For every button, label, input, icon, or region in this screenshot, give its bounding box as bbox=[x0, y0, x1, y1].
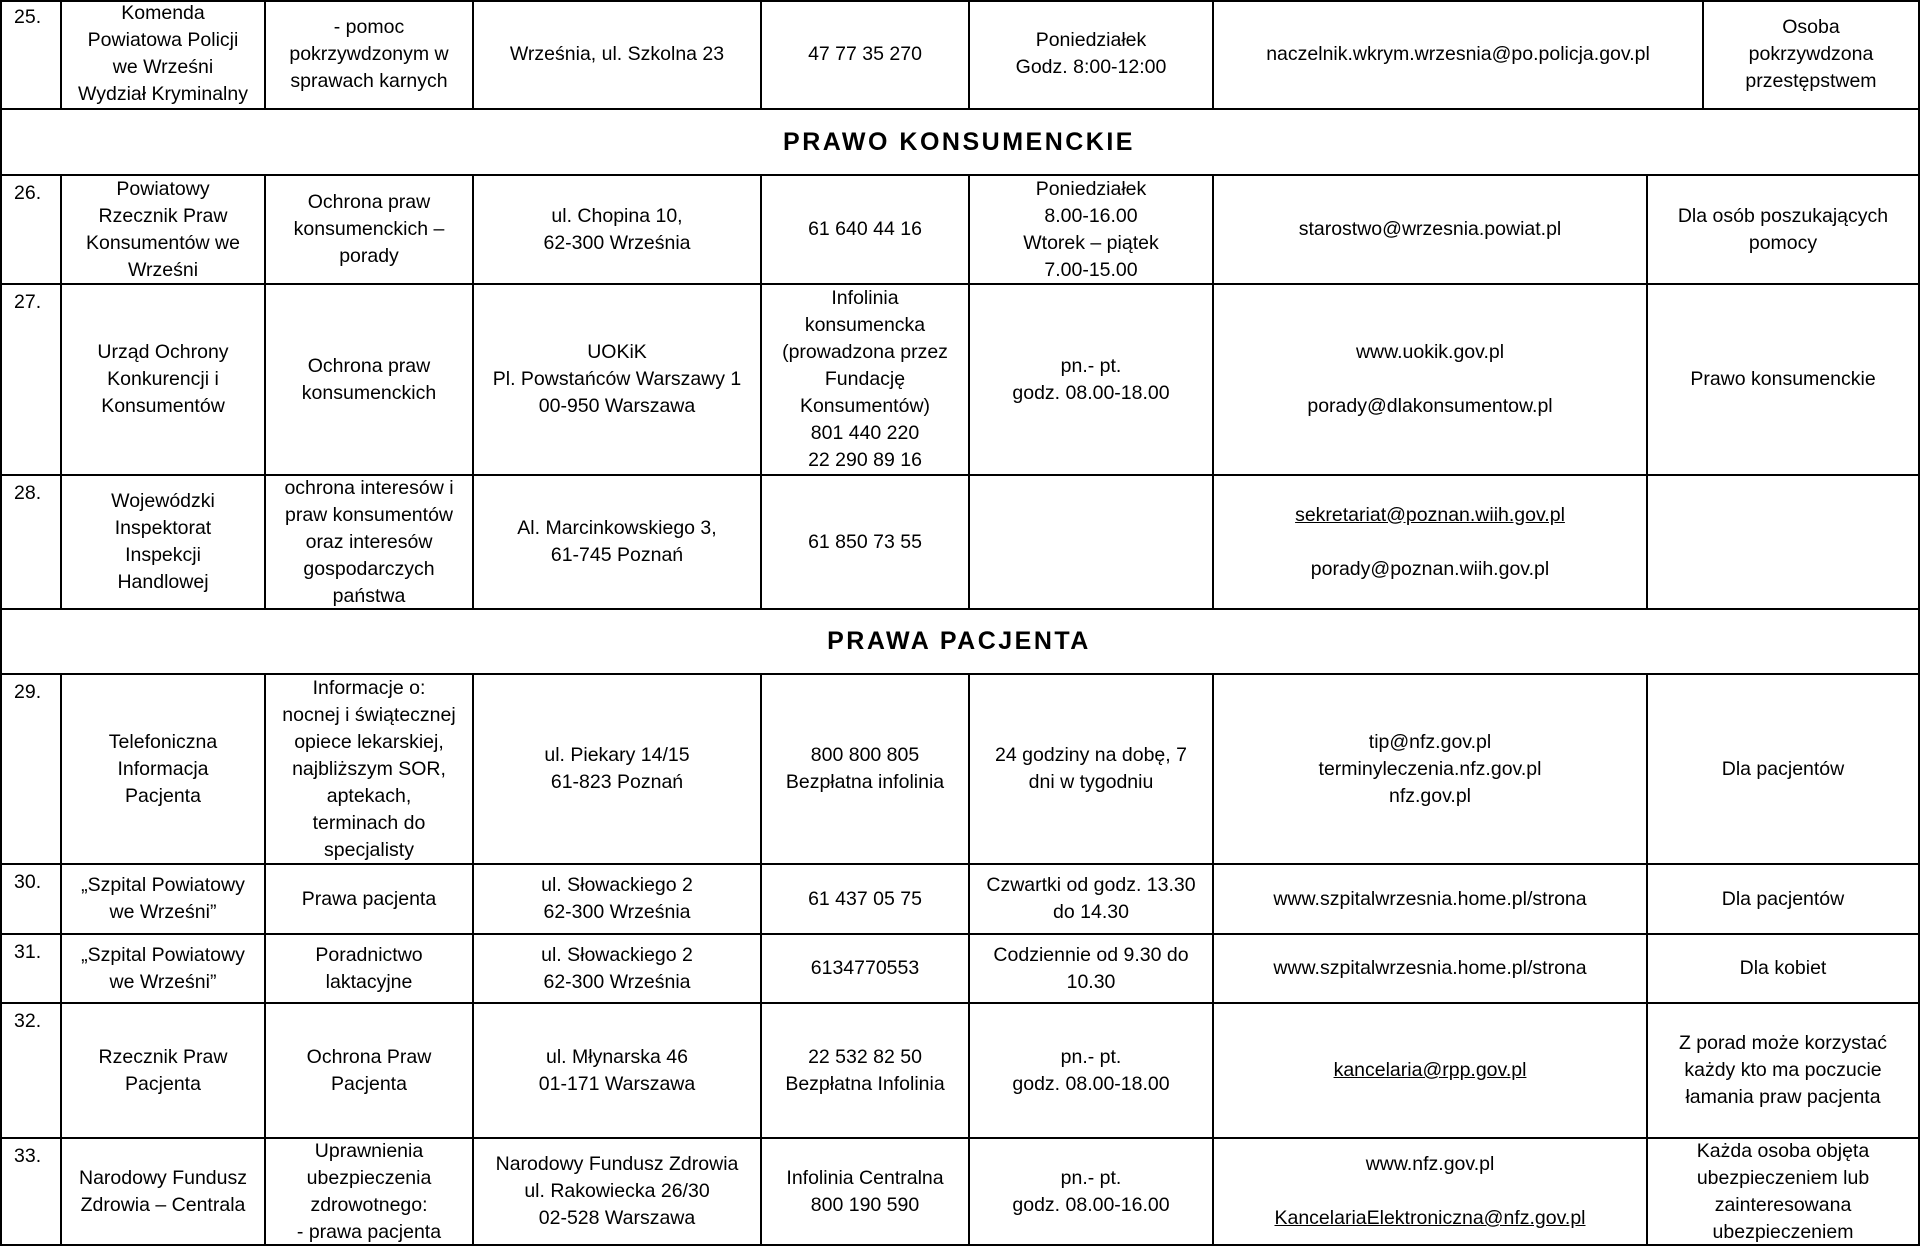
cell-text-line: ul. Słowackiego 2 bbox=[541, 874, 693, 896]
cell-text-line: „Szpital Powiatowy bbox=[81, 874, 245, 896]
hours-cell bbox=[970, 176, 1214, 285]
cell-text-line: Dla osób poszukających bbox=[1677, 204, 1889, 227]
cell-text-line: Poniedziałek bbox=[1035, 29, 1147, 51]
cell-text-line: Z porad może korzystać bbox=[1678, 1032, 1888, 1054]
cell-text-line: Uprawnienia bbox=[314, 1139, 424, 1162]
cell-text-line: Inspektorat bbox=[114, 517, 212, 539]
audience-cell bbox=[1648, 675, 1920, 865]
cell-text-line: pn.- pt. bbox=[1060, 1045, 1122, 1068]
email-link[interactable]: KancelariaElektroniczna@nfz.gov.pl bbox=[1274, 1207, 1586, 1229]
cell-text-line: 22 290 89 16 bbox=[808, 449, 922, 471]
address-cell bbox=[474, 1004, 762, 1139]
cell-text-line: Codziennie od 9.30 do bbox=[993, 943, 1189, 966]
cell-text-line: ul. Piekary 14/15 bbox=[544, 744, 690, 766]
row-number bbox=[0, 0, 62, 110]
cell-text-line: konsumencka bbox=[804, 314, 926, 336]
institution-cell bbox=[62, 476, 266, 610]
cell-text-line: (prowadzona przez bbox=[782, 341, 948, 363]
email-link[interactable]: kancelaria@rpp.gov.pl bbox=[1333, 1059, 1527, 1081]
cell-text-line: 10.30 bbox=[1066, 970, 1116, 993]
row-number bbox=[0, 865, 62, 935]
institution-cell bbox=[62, 1139, 266, 1246]
cell-text-line: łamania praw pacjenta bbox=[1685, 1086, 1881, 1108]
cell-text-line: porady bbox=[339, 245, 399, 267]
cell-text-line: Dla pacjentów bbox=[1721, 757, 1845, 780]
cell-text-line: Września, ul. Szkolna 23 bbox=[509, 42, 725, 65]
cell-text-line: naczelnik.wkrym.wrzesnia@po.policja.gov.pl bbox=[1266, 42, 1650, 65]
cell-text-line: godz. 08.00-18.00 bbox=[1012, 381, 1170, 404]
cell-text-line: 02-528 Warszawa bbox=[538, 1207, 696, 1229]
contact-cell bbox=[1214, 476, 1648, 610]
cell-text-line: 24 godziny na dobę, 7 bbox=[995, 744, 1187, 766]
cell-text-line: Powiatowa Policji bbox=[87, 29, 239, 51]
cell-text-line: Informacja bbox=[117, 757, 209, 780]
row-number bbox=[0, 476, 62, 610]
cell-text-line: 62-300 Września bbox=[543, 970, 691, 993]
contact-cell bbox=[1214, 675, 1648, 865]
cell-text-line: 8.00-16.00 bbox=[1044, 204, 1138, 227]
row-number bbox=[0, 1004, 62, 1139]
cell-text-line: www.szpitalwrzesnia.home.pl/strona bbox=[1273, 957, 1587, 979]
cell-text-line: Narodowy Fundusz Zdrowia bbox=[495, 1153, 739, 1175]
cell-text-line: Zdrowia – Centrala bbox=[80, 1193, 246, 1216]
address-cell bbox=[474, 285, 762, 476]
cell-text-line: ochrona interesów i bbox=[284, 476, 454, 499]
cell-text-line: Każda osoba objęta bbox=[1696, 1139, 1870, 1162]
contact-cell bbox=[1214, 1139, 1648, 1246]
cell-text-line: Prawo konsumenckie bbox=[1690, 368, 1876, 390]
cell-text-line: 62-300 Września bbox=[543, 901, 691, 923]
cell-text-line: Pl. Powstańców Warszawy 1 bbox=[492, 368, 742, 390]
cell-text-line: Poradnictwo bbox=[315, 943, 423, 966]
cell-text-line: godz. 08.00-18.00 bbox=[1012, 1072, 1170, 1095]
cell-text-line: we Wrześni” bbox=[109, 970, 217, 993]
cell-text-line: 801 440 220 bbox=[810, 422, 920, 444]
audience-cell bbox=[1648, 1004, 1920, 1139]
cell-text-line: ubezpieczeniem lub bbox=[1696, 1166, 1870, 1189]
cell-text-line: starostwo@wrzesnia.powiat.pl bbox=[1298, 218, 1562, 240]
cell-text-line: specjalisty bbox=[324, 838, 414, 861]
cell-text-line: www.szpitalwrzesnia.home.pl/strona bbox=[1273, 887, 1587, 910]
contact-cell bbox=[1214, 935, 1648, 1004]
cell-text-line: Konsumentów) bbox=[799, 395, 931, 417]
cell-text-line: Wrześni bbox=[127, 258, 199, 281]
cell-text-line: terminyleczenia.nfz.gov.pl bbox=[1318, 757, 1542, 780]
cell-text-line: konsumenckich – bbox=[293, 218, 445, 240]
cell-text-line: Infolinia Centralna bbox=[786, 1166, 944, 1189]
cell-text-line: 61 640 44 16 bbox=[808, 218, 922, 240]
cell-text-line: zdrowotnego: bbox=[310, 1193, 428, 1216]
cell-text-line: www.nfz.gov.pl bbox=[1365, 1153, 1495, 1175]
cell-text-line: każdy kto ma poczucie bbox=[1684, 1059, 1882, 1081]
hours-cell bbox=[970, 476, 1214, 610]
phone-cell bbox=[762, 476, 970, 610]
hours-cell bbox=[970, 1139, 1214, 1246]
row-number-text: 27. bbox=[14, 291, 42, 313]
audience-cell bbox=[1648, 476, 1920, 610]
cell-text-line: 01-171 Warszawa bbox=[538, 1072, 696, 1095]
cell-text-line: Infolinia bbox=[831, 287, 899, 309]
address-cell bbox=[474, 865, 762, 935]
hours-cell bbox=[970, 285, 1214, 476]
phone-cell bbox=[762, 176, 970, 285]
address-cell bbox=[474, 935, 762, 1004]
cell-text-line: Wojewódzki bbox=[111, 490, 215, 512]
row-number-text: 30. bbox=[14, 871, 42, 893]
cell-text-line: Ochrona Praw bbox=[306, 1045, 432, 1068]
cell-text-line: Komenda bbox=[121, 2, 205, 24]
phone-cell bbox=[762, 865, 970, 935]
cell-text-line: porady@dlakonsumentow.pl bbox=[1307, 395, 1553, 417]
row-number bbox=[0, 935, 62, 1004]
contact-cell bbox=[1214, 285, 1648, 476]
cell-text-line: Konsumentów we bbox=[86, 231, 240, 254]
cell-text-line: Powiatowy bbox=[116, 177, 210, 200]
cell-text-line: Pacjenta bbox=[125, 1072, 201, 1095]
cell-text-line: tip@nfz.gov.pl bbox=[1368, 730, 1492, 753]
address-cell bbox=[474, 476, 762, 610]
phone-cell bbox=[762, 675, 970, 865]
cell-text-line: Dla pacjentów bbox=[1721, 887, 1845, 910]
cell-text-line: 61 850 73 55 bbox=[808, 530, 922, 553]
row-number-text: 25. bbox=[14, 6, 42, 28]
scope-cell bbox=[266, 476, 474, 610]
cell-text-line: Fundację bbox=[824, 368, 906, 390]
cell-text-line: państwa bbox=[332, 584, 406, 607]
email-link[interactable]: sekretariat@poznan.wiih.gov.pl bbox=[1295, 503, 1565, 526]
cell-text-line: www.uokik.gov.pl bbox=[1355, 341, 1505, 363]
address-cell bbox=[474, 0, 762, 110]
scope-cell bbox=[266, 865, 474, 935]
row-number bbox=[0, 176, 62, 285]
cell-text-line: 47 77 35 270 bbox=[808, 42, 922, 65]
institution-cell bbox=[62, 935, 266, 1004]
cell-text-line: Prawa pacjenta bbox=[301, 887, 437, 910]
cell-text-line: praw konsumentów bbox=[285, 503, 453, 526]
audience-cell bbox=[1648, 935, 1920, 1004]
cell-text-line: pn.- pt. bbox=[1060, 354, 1122, 377]
cell-text-line: Dla kobiet bbox=[1739, 957, 1827, 979]
cell-text-line: Bezpłatna Infolinia bbox=[785, 1072, 945, 1095]
cell-text-line: pokrzywdzonym w bbox=[289, 42, 449, 65]
row-number-text: 33. bbox=[14, 1145, 42, 1167]
cell-text-line: 61-745 Poznań bbox=[550, 544, 684, 566]
audience-cell bbox=[1648, 865, 1920, 935]
cell-text-line: Al. Marcinkowskiego 3, bbox=[517, 517, 717, 539]
cell-text-line: 62-300 Września bbox=[543, 231, 691, 254]
phone-cell bbox=[762, 1004, 970, 1139]
institution-cell bbox=[62, 1004, 266, 1139]
row-number bbox=[0, 285, 62, 476]
cell-text-line: ul. Chopina 10, bbox=[551, 204, 683, 227]
hours-cell bbox=[970, 1004, 1214, 1139]
row-number-text: 26. bbox=[14, 182, 42, 204]
cell-text-line: ul. Młynarska 46 bbox=[546, 1045, 688, 1068]
cell-text-line: - pomoc bbox=[333, 15, 405, 38]
cell-text-line: ul. Słowackiego 2 bbox=[541, 943, 693, 966]
cell-text-line: Urząd Ochrony bbox=[97, 341, 229, 363]
cell-text-line: Rzecznik Praw bbox=[98, 1045, 228, 1068]
cell-text-line: sprawach karnych bbox=[290, 69, 448, 92]
cell-text-line: terminach do bbox=[312, 811, 426, 834]
scope-cell bbox=[266, 1004, 474, 1139]
scope-cell bbox=[266, 285, 474, 476]
audience-cell bbox=[1648, 285, 1920, 476]
cell-text-line: Ochrona praw bbox=[307, 191, 431, 213]
section-heading: PRAWA PACJENTA bbox=[0, 610, 1920, 675]
row-number bbox=[0, 1139, 62, 1246]
cell-text-line: pomocy bbox=[1748, 231, 1818, 254]
cell-text-line: przestępstwem bbox=[1745, 69, 1877, 92]
cell-text-line: 61-823 Poznań bbox=[550, 771, 684, 793]
cell-text-line: Wtorek – piątek bbox=[1023, 231, 1159, 254]
cell-text-line: „Szpital Powiatowy bbox=[81, 943, 245, 966]
hours-cell bbox=[970, 0, 1214, 110]
audience-cell bbox=[1648, 176, 1920, 285]
address-cell bbox=[474, 1139, 762, 1246]
row-number-text: 32. bbox=[14, 1010, 42, 1032]
cell-text-line: Czwartki od godz. 13.30 bbox=[986, 874, 1196, 896]
cell-text-line: konsumenckich bbox=[301, 381, 437, 404]
cell-text-line: 6134770553 bbox=[810, 957, 920, 979]
scope-cell bbox=[266, 1139, 474, 1246]
institution-cell bbox=[62, 675, 266, 865]
cell-text-line: Pacjenta bbox=[125, 784, 201, 807]
cell-text-line: Inspekcji bbox=[125, 544, 201, 566]
cell-text-line: Informacje o: bbox=[312, 676, 426, 699]
hours-cell bbox=[970, 675, 1214, 865]
cell-text-line: najbliższym SOR, bbox=[292, 757, 446, 780]
address-cell bbox=[474, 176, 762, 285]
phone-cell bbox=[762, 1139, 970, 1246]
cell-text-line: laktacyjne bbox=[325, 970, 413, 993]
cell-text-line: 22 532 82 50 bbox=[808, 1045, 922, 1068]
cell-text-line: UOKiK bbox=[587, 341, 647, 363]
cell-text-line: ul. Rakowiecka 26/30 bbox=[524, 1180, 710, 1202]
institution-cell bbox=[62, 176, 266, 285]
cell-text-line: Rzecznik Praw bbox=[98, 204, 228, 227]
cell-text-line: ubezpieczenia bbox=[306, 1166, 432, 1189]
cell-text-line: pokrzywdzona bbox=[1748, 42, 1874, 65]
cell-text-line: we Wrześni” bbox=[109, 901, 217, 923]
cell-text-line: Godz. 8:00-12:00 bbox=[1015, 56, 1167, 78]
audience-cell bbox=[1648, 1139, 1920, 1246]
cell-text-line: opiece lekarskiej, bbox=[294, 730, 444, 753]
cell-text-line: Handlowej bbox=[117, 571, 209, 593]
cell-text-line: Poniedziałek bbox=[1035, 177, 1147, 200]
scope-cell bbox=[266, 935, 474, 1004]
address-cell bbox=[474, 675, 762, 865]
contact-cell bbox=[1214, 1004, 1648, 1139]
scope-cell bbox=[266, 675, 474, 865]
cell-text-line: Konsumentów bbox=[101, 395, 225, 417]
scope-cell bbox=[266, 0, 474, 110]
cell-text-line: Pacjenta bbox=[331, 1072, 407, 1095]
cell-text-line: nocnej i świątecznej bbox=[282, 703, 456, 726]
cell-text-line: godz. 08.00-16.00 bbox=[1012, 1193, 1170, 1216]
cell-text-line: 00-950 Warszawa bbox=[538, 395, 696, 417]
cell-text-line: - prawa pacjenta bbox=[296, 1220, 442, 1243]
cell-text-line: Bezpłatna infolinia bbox=[785, 771, 945, 793]
contact-cell bbox=[1214, 0, 1704, 110]
row-number-text: 31. bbox=[14, 941, 42, 963]
institution-cell bbox=[62, 285, 266, 476]
cell-text-line: oraz interesów bbox=[305, 530, 433, 553]
contact-cell bbox=[1214, 176, 1648, 285]
cell-text-line: gospodarczych bbox=[303, 557, 435, 580]
row-number-text: 29. bbox=[14, 681, 42, 703]
cell-text-line: ubezpieczeniem bbox=[1712, 1220, 1854, 1243]
cell-text-line: dni w tygodniu bbox=[1028, 771, 1154, 793]
phone-cell bbox=[762, 935, 970, 1004]
row-number bbox=[0, 675, 62, 865]
cell-text-line: 7.00-15.00 bbox=[1044, 258, 1138, 281]
hours-cell bbox=[970, 935, 1214, 1004]
scope-cell bbox=[266, 176, 474, 285]
contact-cell bbox=[1214, 865, 1648, 935]
cell-text-line: Narodowy Fundusz bbox=[79, 1166, 247, 1189]
cell-text-line: 800 190 590 bbox=[810, 1193, 920, 1216]
cell-text-line: Telefoniczna bbox=[108, 730, 218, 753]
phone-cell bbox=[762, 0, 970, 110]
cell-text-line: do 14.30 bbox=[1053, 901, 1129, 923]
cell-text-line: nfz.gov.pl bbox=[1388, 784, 1472, 807]
cell-text-line: aptekach, bbox=[326, 784, 412, 807]
hours-cell bbox=[970, 865, 1214, 935]
phone-cell bbox=[762, 285, 970, 476]
section-heading: PRAWO KONSUMENCKIE bbox=[0, 110, 1920, 176]
cell-text-line: porady@poznan.wiih.gov.pl bbox=[1310, 557, 1550, 580]
cell-text-line: we Wrześni bbox=[112, 56, 214, 78]
cell-text-line: Wydział Kryminalny bbox=[78, 83, 248, 105]
cell-text-line: 61 437 05 75 bbox=[808, 887, 922, 910]
institution-cell bbox=[62, 0, 266, 110]
cell-text-line: 800 800 805 bbox=[810, 744, 920, 766]
row-number-text: 28. bbox=[14, 482, 42, 504]
cell-text-line: Osoba bbox=[1782, 15, 1840, 38]
cell-text-line: Konkurencji i bbox=[107, 368, 219, 390]
institution-cell bbox=[62, 865, 266, 935]
cell-text-line: Ochrona praw bbox=[307, 354, 431, 377]
cell-text-line: zainteresowana bbox=[1714, 1193, 1852, 1216]
cell-text-line: pn.- pt. bbox=[1060, 1166, 1122, 1189]
audience-cell bbox=[1704, 0, 1920, 110]
